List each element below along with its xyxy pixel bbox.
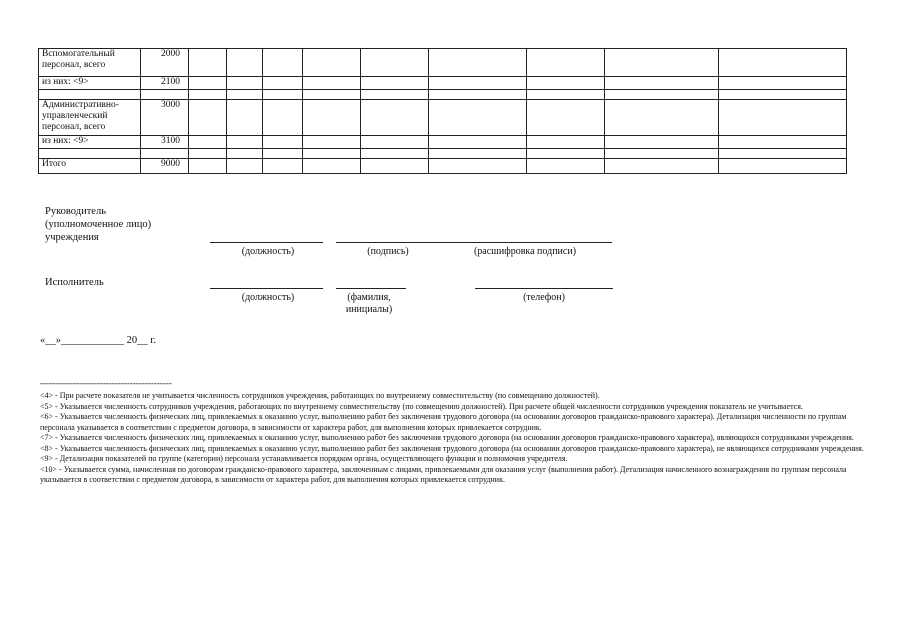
- empty-cell: [429, 149, 527, 159]
- empty-cell: [527, 77, 605, 90]
- row-name: Вспомогательный персонал, всего: [39, 49, 141, 77]
- empty-cell: [719, 159, 847, 174]
- footnote: <9> - Детализация показателей по группе (категории) персонала устанавливается порядком органа, осуществляющего функции и полномочия учредителя.: [40, 454, 568, 463]
- footnote: <7> - Указывается численность физических лиц, привлекаемых к оказанию услуг, выполнению работ без заключения трудового договора (на основании договоров гражданско-правового характера), являющихся сотрудниками учреждения.: [40, 433, 854, 442]
- empty-cell: [263, 149, 303, 159]
- empty-cell: [303, 159, 361, 174]
- row-code: 3100: [141, 136, 189, 149]
- head-signature-line: [336, 242, 461, 243]
- row-code: 2100: [141, 77, 189, 90]
- footnote: <10> - Указывается сумма, начисленная по договорам гражданско-правового характера, заключенным с лицами, привлекаемыми для оказания услуг (выполнения работ). Детализация начисленного вознаграждения по группам персонала указывается в соответствии с предметом договора, в зависимости от характера работ, для выполнения которых привлекается сотрудник.: [40, 464, 847, 484]
- empty-cell: [527, 136, 605, 149]
- empty-cell: [303, 149, 361, 159]
- footnotes: [40, 391, 868, 486]
- table-row: [39, 100, 847, 136]
- row-name: [39, 90, 141, 100]
- empty-cell: [605, 149, 719, 159]
- head-caption-position: (должность): [241, 246, 295, 257]
- executor-caption-phone: (телефон): [523, 292, 565, 303]
- row-name: [39, 149, 141, 159]
- empty-cell: [719, 136, 847, 149]
- empty-cell: [189, 149, 227, 159]
- executor-position-line: [210, 288, 323, 289]
- empty-cell: [361, 100, 429, 136]
- empty-cell: [719, 90, 847, 100]
- empty-cell: [605, 90, 719, 100]
- empty-cell: [263, 136, 303, 149]
- empty-cell: [429, 49, 527, 77]
- empty-cell: [227, 159, 263, 174]
- empty-cell: [189, 90, 227, 100]
- head-position-line: [210, 242, 323, 243]
- empty-cell: [303, 49, 361, 77]
- row-name: Административно-управленческий персонал, всего: [39, 100, 141, 136]
- empty-cell: [227, 49, 263, 77]
- empty-cell: [227, 100, 263, 136]
- empty-cell: [263, 100, 303, 136]
- footnote-separator: --------------------------------------------: [40, 378, 172, 388]
- empty-cell: [189, 159, 227, 174]
- empty-cell: [527, 159, 605, 174]
- empty-cell: [719, 100, 847, 136]
- row-code: [141, 149, 189, 159]
- empty-cell: [429, 136, 527, 149]
- empty-cell: [189, 136, 227, 149]
- footnote: <4> - При расчете показателя не учитывается численность сотрудников учреждения, работающих по внутреннему совместительству (по совмещению должностей).: [40, 391, 600, 400]
- empty-cell: [303, 77, 361, 90]
- empty-cell: [189, 49, 227, 77]
- empty-cell: [429, 159, 527, 174]
- executor-caption-name: (фамилия, инициалы): [345, 292, 393, 315]
- executor-caption-position: (должность): [241, 292, 295, 303]
- empty-cell: [429, 77, 527, 90]
- empty-cell: [303, 136, 361, 149]
- empty-cell: [227, 136, 263, 149]
- empty-cell: [429, 100, 527, 136]
- row-name: из них: <9>: [39, 136, 141, 149]
- footnote: <5> - Указывается численность сотрудников учреждения, работающих по внутреннему совместительству (по совмещению должностей). При расчете общей численности сотрудников учреждения показатель не учитывается.: [40, 401, 803, 411]
- empty-cell: [361, 149, 429, 159]
- empty-cell: [527, 149, 605, 159]
- empty-cell: [189, 100, 227, 136]
- empty-cell: [605, 159, 719, 174]
- date-line: «__»____________ 20__ г.: [40, 335, 156, 346]
- empty-cell: [227, 77, 263, 90]
- table-row: [39, 136, 847, 149]
- head-caption-signature: (подпись): [367, 246, 409, 257]
- empty-cell: [227, 149, 263, 159]
- executor-label: Исполнитель: [45, 277, 104, 288]
- empty-cell: [527, 90, 605, 100]
- table-row: [39, 90, 847, 100]
- empty-cell: [227, 90, 263, 100]
- head-caption-decoding: (расшифровка подписи): [473, 246, 577, 257]
- empty-cell: [719, 49, 847, 77]
- empty-cell: [429, 90, 527, 100]
- executor-name-line: [336, 288, 406, 289]
- empty-cell: [263, 90, 303, 100]
- empty-cell: [527, 49, 605, 77]
- row-code: [141, 90, 189, 100]
- staff-table: [38, 48, 847, 174]
- footnote: <8> - Указывается численность физических лиц, привлекаемых к оказанию услуг, выполнению работ без заключения трудового договора (на основании договоров гражданско-правового характера), не являющихся сотрудниками учреждения.: [40, 443, 864, 453]
- empty-cell: [527, 100, 605, 136]
- table-row: [39, 159, 847, 174]
- footnote: <6> - Указывается численность физических лиц, привлекаемых к оказанию услуг, выполнению работ без заключения трудового договора (на основании договоров гражданско-правового характера). Детализация численности по группам персонала указывается в соответствии с предметом договора, в зависимости от характера работ, для выполнения которых привлекается сотрудник.: [40, 412, 847, 432]
- empty-cell: [361, 90, 429, 100]
- empty-cell: [605, 136, 719, 149]
- empty-cell: [719, 77, 847, 90]
- empty-cell: [361, 49, 429, 77]
- empty-cell: [361, 159, 429, 174]
- empty-cell: [605, 100, 719, 136]
- table-row: [39, 149, 847, 159]
- empty-cell: [605, 49, 719, 77]
- empty-cell: [719, 149, 847, 159]
- empty-cell: [263, 159, 303, 174]
- empty-cell: [189, 77, 227, 90]
- row-name: Итого: [39, 159, 141, 174]
- executor-phone-line: [475, 288, 613, 289]
- empty-cell: [303, 100, 361, 136]
- row-code: 9000: [141, 159, 189, 174]
- empty-cell: [361, 77, 429, 90]
- table-row: [39, 77, 847, 90]
- head-label: Руководитель (уполномоченное лицо) учреждения: [45, 206, 152, 243]
- row-code: 3000: [141, 100, 189, 136]
- empty-cell: [605, 77, 719, 90]
- empty-cell: [303, 90, 361, 100]
- table-row: [39, 49, 847, 77]
- empty-cell: [361, 136, 429, 149]
- row-code: 2000: [141, 49, 189, 77]
- empty-cell: [263, 49, 303, 77]
- row-name: из них: <9>: [39, 77, 141, 90]
- head-decoding-line: [461, 242, 612, 243]
- empty-cell: [263, 77, 303, 90]
